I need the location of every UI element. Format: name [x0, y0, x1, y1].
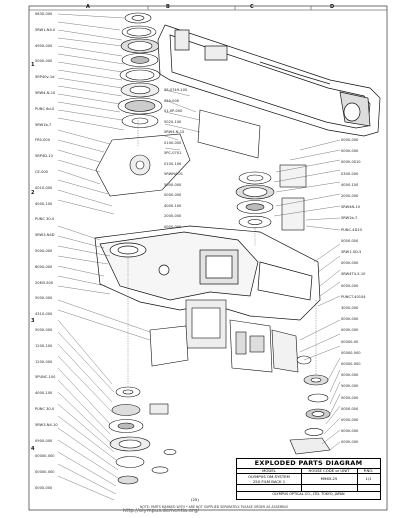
part-number-label: 00000-00 [341, 339, 359, 344]
grid-col-a: A [86, 4, 90, 10]
part-number-label: 5RW4-N-10 [35, 91, 56, 95]
part-number-label: 5RW4T4-5-10 [341, 272, 366, 277]
part-number-label: 0100-100 [164, 161, 182, 166]
title-block-model-header: MODEL [262, 468, 276, 473]
part-number-label: 5000-000 [341, 384, 359, 389]
part-number-label: 5PUNC-100 [35, 375, 56, 380]
shutter-stack-upper [118, 13, 162, 128]
part-number-label: 4000-100 [341, 182, 359, 187]
part-number-label: 1200-000 [35, 359, 53, 364]
part-number-label: 4000-100 [164, 203, 182, 208]
title-block-heading: EXPLODED PARTS DIAGRAM [237, 459, 380, 469]
footer-note: NOTE: PARTS MARKED WITH * ARE NOT SUPPLIED SEPARATELY. PLEASE ORDER AS ASSEMBLY. [140, 505, 289, 509]
part-number-label: 5RW1-N4-0 [35, 27, 56, 32]
grid-row-3: 3 [31, 318, 35, 324]
title-block-code: M965-25 [320, 476, 338, 481]
part-number-label: 020-000 [164, 98, 180, 103]
part-number-label: 0100-000 [164, 140, 182, 145]
part-number-label: 0000-000 [341, 238, 359, 243]
part-number-label: 5RW1b-7 [341, 216, 358, 221]
part-number-label: 0000-000 [341, 317, 359, 322]
part-number-label: 5000-000 [35, 328, 53, 332]
part-number-label: 00000-000 [35, 470, 55, 475]
part-number-label: PUNC-4D10 [341, 227, 362, 232]
title-block-page: 1/1 [365, 476, 372, 481]
gear-cluster-bottom [109, 387, 176, 484]
title-block-code-header: HOUSE CODE or UNIT [308, 468, 350, 473]
title-block [236, 458, 381, 500]
part-number-label: 5RP40v-1d [35, 75, 55, 80]
part-number-label: 4000-100 [35, 391, 53, 396]
grid-col-d: D [330, 4, 335, 10]
part-number-label: 0000-0010 [341, 160, 361, 165]
part-number-label: 5000-000 [35, 249, 53, 253]
part-number-label: 0000-000 [341, 328, 359, 333]
part-number-label: 0000-000 [341, 283, 359, 288]
part-number-label: 5RP4D-10 [35, 154, 53, 159]
part-number-label: 00000-000 [341, 362, 361, 366]
part-number-label: 00000-000 [341, 350, 361, 355]
part-number-label: 4310-000 [35, 312, 53, 317]
part-number-label: 0000-000 [164, 224, 182, 229]
part-number-label: 01-0P-000 [164, 109, 183, 113]
part-number-label: 0000-000 [341, 440, 359, 445]
grid-col-b: B [166, 4, 170, 10]
part-number-label: PUNC 30-0 [35, 407, 55, 411]
source-link[interactable]: http://olympus.dementia.org/ [123, 508, 200, 514]
part-number-label: 0000-000 [341, 149, 359, 154]
part-number-label: 0000-000 [341, 395, 359, 400]
part-number-label: PUNCT-40104 [341, 294, 366, 299]
part-number-label: 5RW3-N4-10 [35, 422, 58, 427]
part-number-label: 6000-000 [35, 264, 53, 269]
part-number-label: 5RW1b-7 [35, 122, 52, 127]
part-number-label: 0000-000 [164, 193, 182, 197]
part-number-label: 5PC-0701 [164, 151, 182, 155]
part-number-label: 5000-000 [35, 296, 53, 301]
part-number-label: 0000-000 [341, 373, 359, 378]
part-number-label: 5020-100 [164, 119, 182, 124]
part-number-label: 5000-000 [35, 59, 53, 64]
part-number-label: 0000-000 [341, 406, 359, 411]
part-number-label: 4900-000 [35, 43, 53, 48]
part-number-label: 5RWN4-01 [164, 172, 184, 176]
body-housing [158, 25, 380, 136]
title-block-model-line2: 250 FILM BACK 1 [252, 479, 286, 484]
part-number-label: 0900-000 [35, 438, 53, 443]
part-number-label: CE-000 [35, 170, 48, 174]
title-block-page-header: P.NO. [363, 468, 374, 473]
grid-row-4: 4 [31, 446, 35, 452]
part-number-label: 3000-000 [341, 306, 359, 310]
grid-row-2: 2 [31, 190, 35, 196]
part-number-label: 20M3-500 [35, 280, 54, 285]
part-number-label: 2000-000 [164, 214, 182, 218]
part-number-label: PUNC 6d-0 [35, 106, 55, 111]
part-number-label: 4000-100 [35, 201, 53, 206]
part-number-label: FR0-000 [35, 138, 51, 143]
part-number-label: 5RW1-5D-5 [341, 250, 362, 254]
part-number-label: 0000-000 [341, 261, 359, 266]
part-number-label: 0000-000 [341, 429, 359, 434]
title-block-company: OLYMPUS OPTICAL CO., LTD. TOKYO, JAPAN [272, 492, 345, 496]
part-number-label: 0S-0749-100 [164, 88, 188, 92]
grid-col-c: C [250, 4, 254, 10]
part-number-label: 0000-000 [341, 418, 359, 422]
part-number-label: 5RW4-N-10 [164, 130, 185, 134]
part-number-label: PUNC 30-0 [35, 217, 55, 222]
part-number-label: 5RW4N-10 [341, 205, 361, 210]
part-number-label: 5RW3-N4D [35, 233, 55, 238]
grid-row-1: 1 [31, 62, 35, 68]
part-number-label: 0000-000 [341, 138, 359, 142]
figure-reference: (25) [191, 497, 199, 502]
lens-stack-right [236, 165, 306, 230]
part-number-label: 0000-000 [35, 486, 53, 490]
part-number-label: 00000-000 [35, 454, 55, 459]
part-number-label: 1200-100 [35, 343, 53, 348]
part-number-label: 2000-000 [341, 194, 359, 198]
part-number-label: 0300-000 [341, 171, 359, 176]
title-block-model-line1: OLYMPUS OM-SYSTEM [248, 474, 290, 479]
part-number-label: 5000-000 [164, 182, 182, 187]
part-number-label: 0830-000 [35, 12, 53, 16]
part-number-label: 0010-000 [35, 185, 53, 190]
